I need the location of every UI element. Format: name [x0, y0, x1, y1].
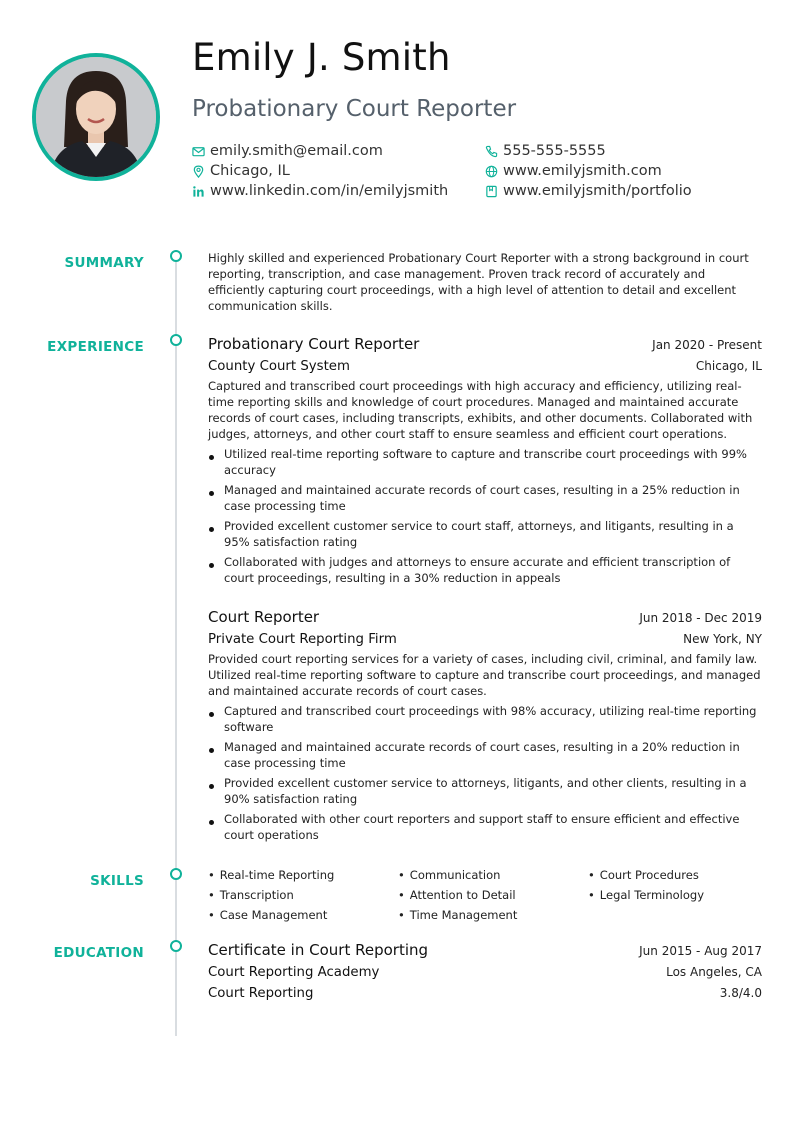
timeline-dot-experience: [170, 334, 182, 346]
education-school: Court Reporting Academy: [208, 965, 380, 980]
skill-item: • Case Management: [208, 907, 398, 923]
location-pin-icon: [192, 165, 205, 178]
skills-section: [208, 867, 762, 923]
job-location: Chicago, IL: [695, 359, 762, 373]
education-dates: Jun 2015 - Aug 2017: [639, 944, 762, 958]
contact-email-text: emily.smith@email.com: [210, 143, 383, 159]
mail-icon: [192, 145, 205, 158]
contact-phone-text: 555-555-5555: [503, 143, 606, 159]
job-dates: Jun 2018 - Dec 2019: [639, 611, 762, 625]
job-role: Court Reporter: [208, 608, 320, 626]
contact-linkedin[interactable]: [192, 183, 448, 199]
job-org: Private Court Reporting Firm: [208, 632, 397, 647]
job-bullet: Managed and maintained accurate records of court cases, resulting in a 25% reduction in case processing time: [208, 482, 762, 514]
skill-item: • Time Management: [398, 907, 588, 923]
job-role: Probationary Court Reporter: [208, 335, 420, 353]
job-bullets: [208, 446, 762, 586]
skills-grid: [208, 867, 762, 923]
education-location: Los Angeles, CA: [666, 965, 762, 979]
section-label-education: EDUCATION: [53, 945, 144, 961]
job-bullet: Utilized real-time reporting software to capture and transcribe court proceedings with 99% accuracy: [208, 446, 762, 478]
section-label-skills: SKILLS: [90, 873, 144, 889]
job-bullet: Collaborated with judges and attorneys to ensure accurate and efficient transcription of court proceedings, resulting in a 30% reduction in appeals: [208, 554, 762, 586]
education-degree: Certificate in Court Reporting: [208, 941, 429, 959]
candidate-name: Emily J. Smith: [192, 36, 451, 79]
section-label-summary: SUMMARY: [64, 255, 144, 271]
skill-item: • Real-time Reporting: [208, 867, 398, 883]
skill-item: • Court Procedures: [588, 867, 762, 883]
job-bullets: [208, 703, 762, 843]
timeline-line: [175, 256, 177, 1036]
globe-icon: [485, 165, 498, 178]
linkedin-icon: [192, 185, 205, 198]
phone-icon: [485, 145, 498, 158]
job-description: Provided court reporting services for a variety of cases, including civil, criminal, and family law. Utilized real-time reporting software to capture and transcribe court proceedings, and managed and maintained accurate records of court cases.: [208, 652, 761, 698]
avatar-illustration: [36, 57, 156, 177]
contact-website-text: www.emilyjsmith.com: [503, 163, 662, 179]
job-org: County Court System: [208, 359, 350, 374]
contact-portfolio-text: www.emilyjsmith/portfolio: [503, 183, 692, 199]
education-field: Court Reporting: [208, 986, 314, 1001]
skill-item: • Transcription: [208, 887, 398, 903]
job-bullet: Provided excellent customer service to attorneys, litigants, and other clients, resulting in a 90% satisfaction rating: [208, 775, 762, 807]
skill-item: • Legal Terminology: [588, 887, 762, 903]
job-dates: Jan 2020 - Present: [652, 338, 762, 352]
profile-photo: [32, 53, 160, 181]
job-bullet: Managed and maintained accurate records of court cases, resulting in a 20% reduction in case processing time: [208, 739, 762, 771]
education-section: [208, 941, 762, 1001]
timeline-dot-education: [170, 940, 182, 952]
job-bullet: Collaborated with other court reporters and support staff to ensure efficient and effective court operations: [208, 811, 762, 843]
section-label-experience: EXPERIENCE: [47, 339, 144, 355]
experience-item: [208, 608, 762, 847]
timeline-dot-summary: [170, 250, 182, 262]
skill-item: • Communication: [398, 867, 588, 883]
job-bullet: Captured and transcribed court proceedings with 98% accuracy, utilizing real-time reporting software: [208, 703, 762, 735]
education-gpa: 3.8/4.0: [719, 986, 762, 1000]
summary-text: Highly skilled and experienced Probationary Court Reporter with a strong background in court reporting, transcription, and case management. Proven track record of accurately and efficiently capturing court proceedings, with a high level of attention to detail and excellent communication skills.: [208, 251, 749, 313]
skill-item: • Attention to Detail: [398, 887, 588, 903]
contact-location: [192, 163, 290, 179]
job-description: Captured and transcribed court proceedings with high accuracy and efficiency, utilizing real-time reporting skills and knowledge of court procedures. Managed and maintained accurate records of court cases, including transcripts, exhibits, and other documents. Collaborated with judges, attorneys, and other court staff to ensure seamless and efficient court operations.: [208, 379, 753, 441]
contact-portfolio[interactable]: [485, 183, 692, 199]
contact-email[interactable]: [192, 143, 383, 159]
portfolio-icon: [485, 185, 498, 198]
job-location: New York, NY: [683, 632, 762, 646]
timeline-dot-skills: [170, 868, 182, 880]
contact-website[interactable]: [485, 163, 662, 179]
candidate-title: Probationary Court Reporter: [192, 96, 517, 122]
contact-location-text: Chicago, IL: [210, 163, 290, 179]
contact-phone[interactable]: [485, 143, 606, 159]
experience-item: [208, 335, 762, 590]
job-bullet: Provided excellent customer service to court staff, attorneys, and litigants, resulting in a 95% satisfaction rating: [208, 518, 762, 550]
contact-linkedin-text: www.linkedin.com/in/emilyjsmith: [210, 183, 449, 199]
summary-section: [208, 250, 762, 314]
